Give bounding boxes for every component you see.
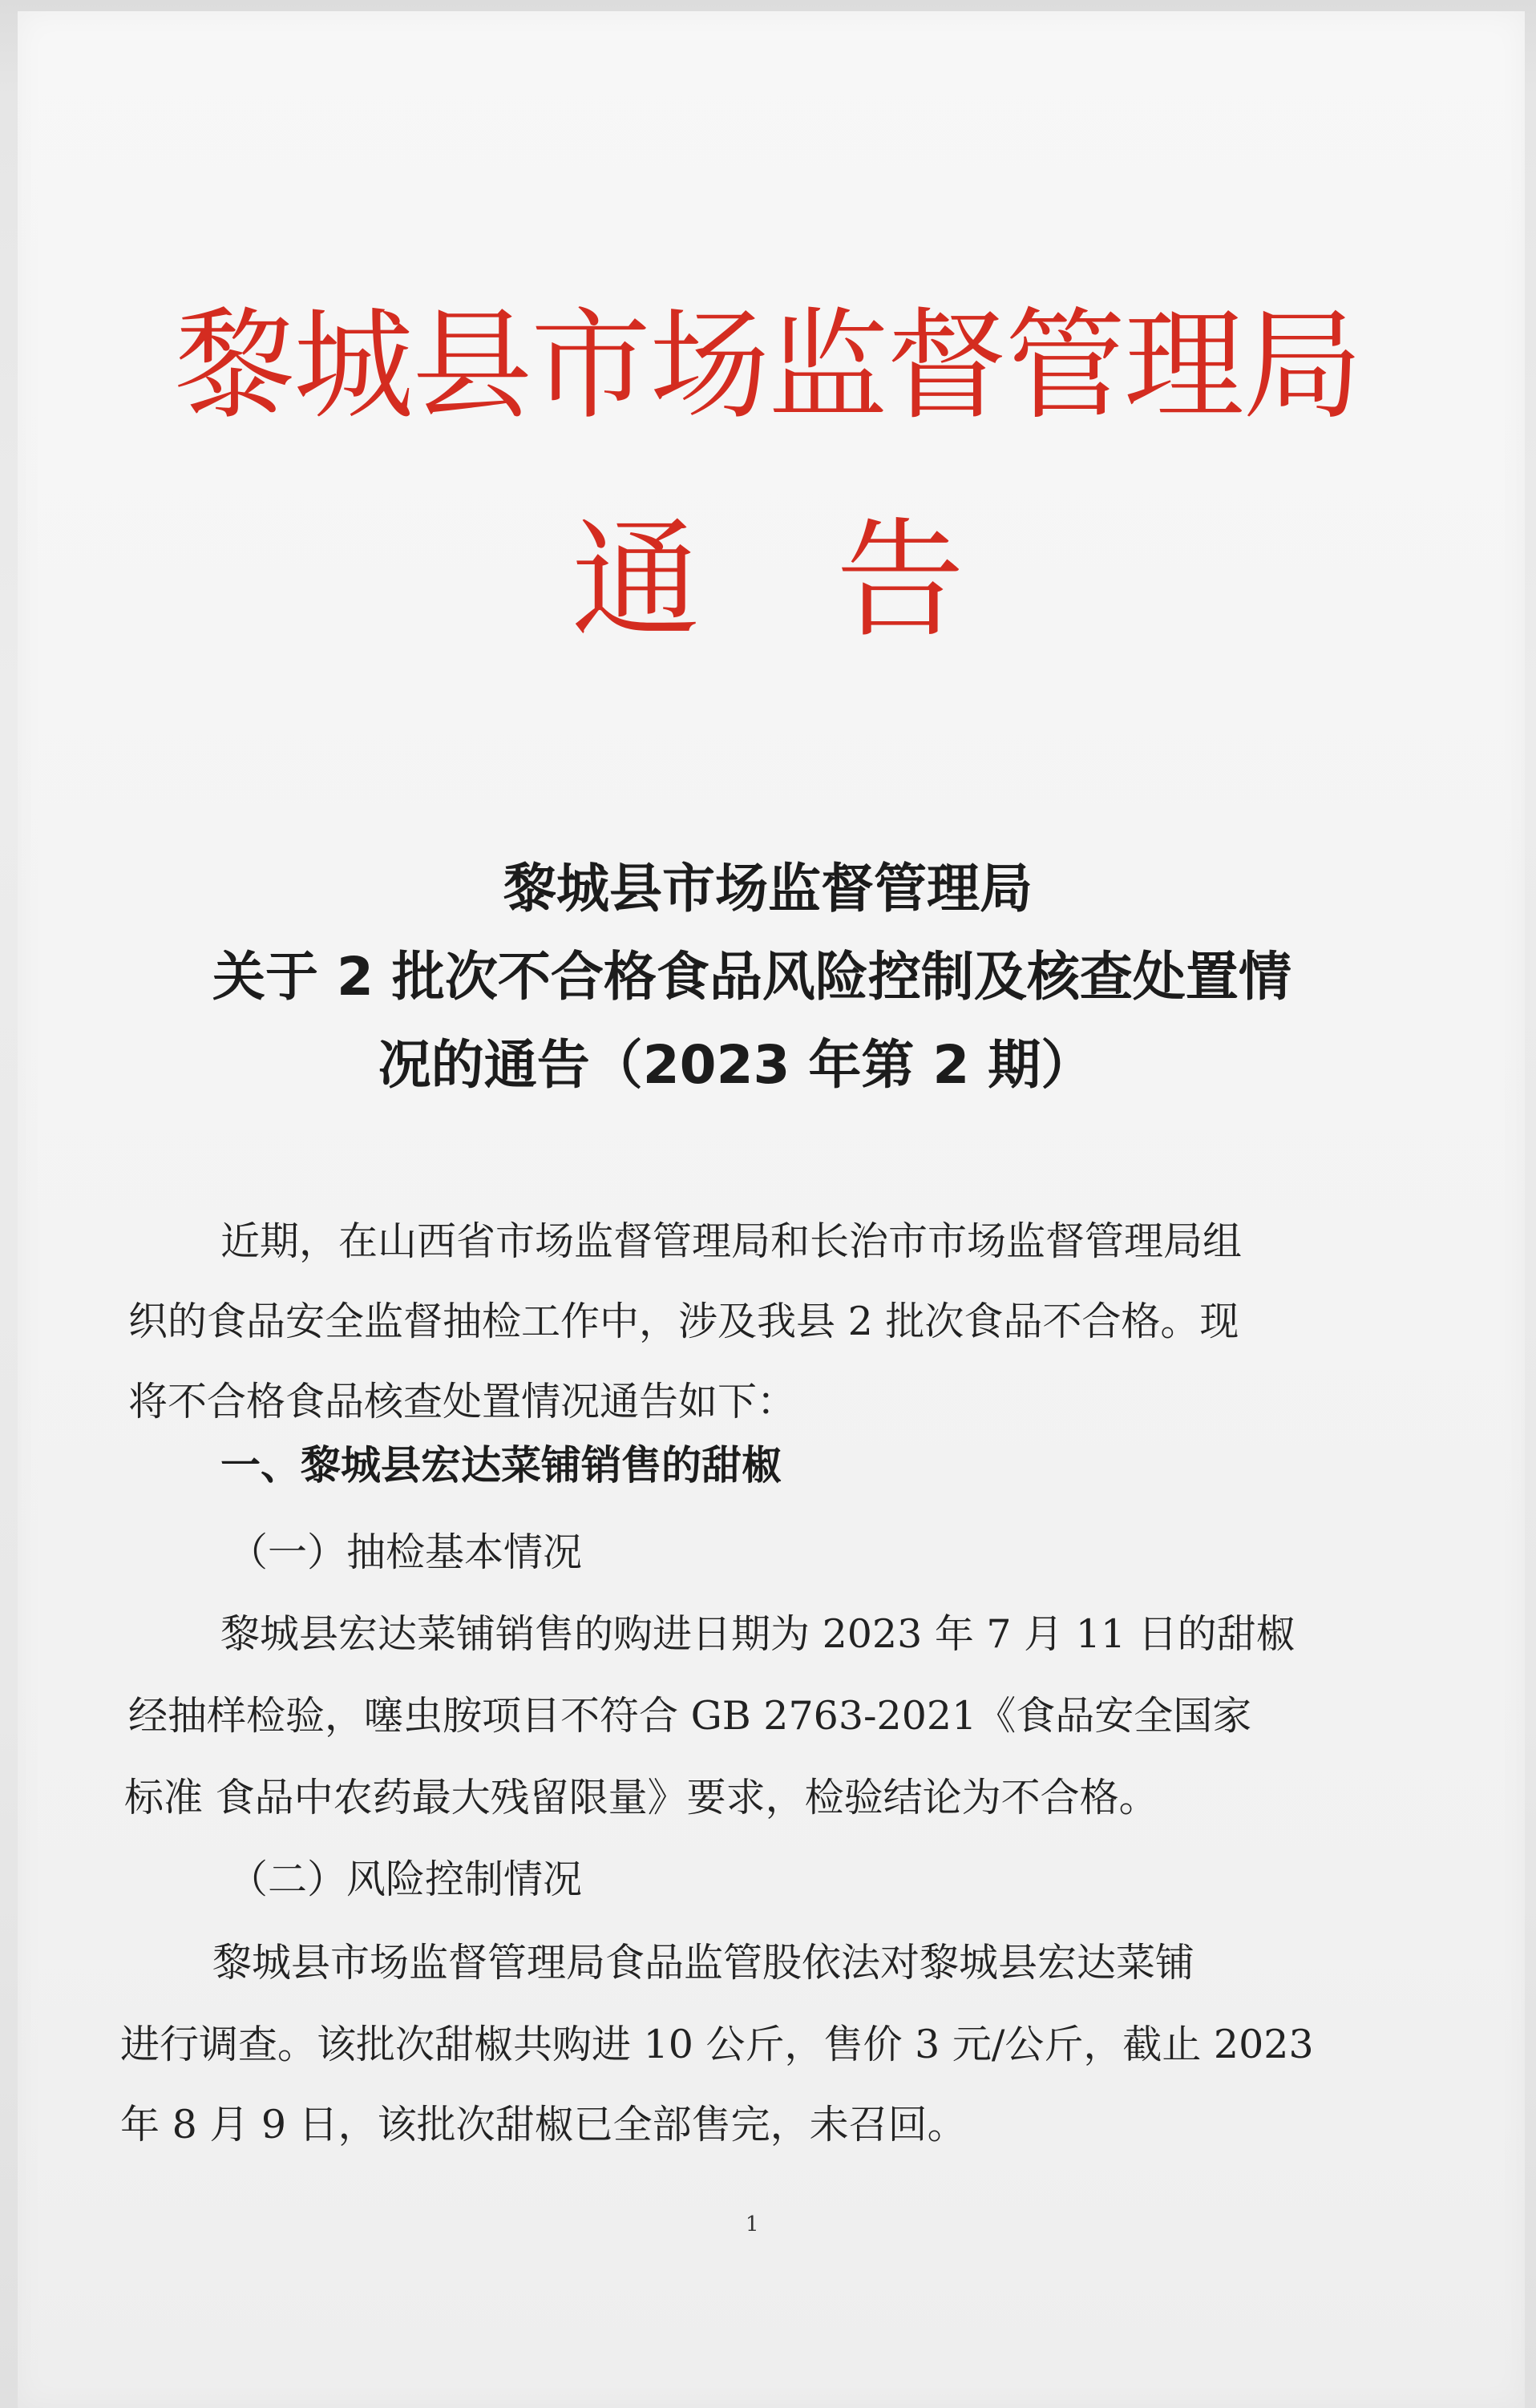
paragraph-3-line-1: 黎城县市场监督管理局食品监管股依法对黎城县宏达菜铺: [212, 1940, 1195, 1986]
paragraph-2-line-1: 黎城县宏达菜铺销售的购进日期为 2023 年 7 月 11 日的甜椒: [220, 1611, 1295, 1657]
subsection-heading-2: （二）风险控制情况: [228, 1857, 583, 1902]
paragraph-2-line-3: 标准 食品中农药最大残留限量》要求，检验结论为不合格。: [124, 1775, 1158, 1820]
document-title-line-1: 黎城县市场监督管理局: [503, 858, 1033, 919]
paragraph-1-line-1: 近期，在山西省市场监督管理局和长治市市场监督管理局组: [220, 1218, 1243, 1264]
document-title-line-3: 况的通告（2023 年第 2 期）: [378, 1034, 1094, 1096]
page-number: 1: [746, 2212, 759, 2236]
paragraph-1-line-3: 将不合格食品核查处置情况通告如下：: [128, 1379, 797, 1424]
document-title-line-2: 关于 2 批次不合格食品风险控制及核查处置情: [212, 946, 1291, 1008]
agency-header: 黎城县市场监督管理局: [174, 297, 1361, 436]
paragraph-3-line-3: 年 8 月 9 日，该批次甜椒已全部售完，未召回。: [120, 2102, 967, 2147]
paragraph-2-line-2: 经抽样检验，噻虫胺项目不符合 GB 2763-2021《食品安全国家: [128, 1693, 1252, 1739]
notice-header: 通告: [571, 505, 1101, 655]
paragraph-1-line-2: 织的食品安全监督抽检工作中，涉及我县 2 批次食品不合格。现: [128, 1299, 1239, 1344]
section-heading-1: 一、黎城县宏达菜铺销售的甜椒: [220, 1442, 782, 1489]
paragraph-3-line-2: 进行调查。该批次甜椒共购进 10 公斤，售价 3 元/公斤，截止 2023: [120, 2022, 1314, 2067]
subsection-heading-1: （一）抽检基本情况: [228, 1529, 583, 1575]
